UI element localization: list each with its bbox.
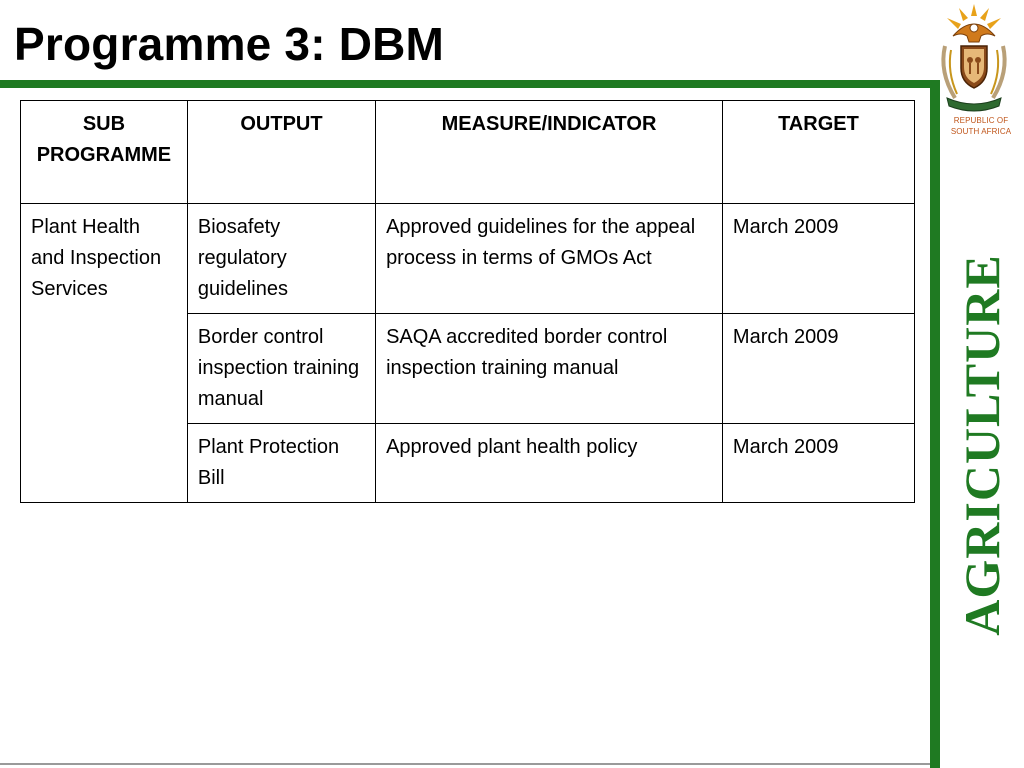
table-header-row (21, 101, 915, 204)
programme-table (20, 100, 915, 503)
bottom-rule (0, 763, 930, 765)
measure-cell: Approved guidelines for the appeal process in terms of GMOs Act (376, 204, 723, 314)
header-subprogramme: SUB PROGRAMME (21, 101, 188, 204)
target-cell: March 2009 (722, 204, 914, 314)
header-target: TARGET (722, 101, 914, 204)
country-label-line-2: SOUTH AFRICA (950, 127, 1012, 136)
country-label-line-1: REPUBLIC OF (953, 116, 1009, 125)
subprogramme-cell: Plant Health and Inspection Services (21, 204, 188, 503)
measure-cell: Approved plant health policy (376, 424, 723, 503)
measure-cell: SAQA accredited border control inspection training manual (376, 314, 723, 424)
header-output: OUTPUT (187, 101, 375, 204)
page-title: Programme 3: DBM (14, 18, 445, 70)
top-green-rule (0, 80, 940, 88)
department-name: AGRICULTURE (954, 254, 1010, 636)
output-cell: Plant Protection Bill (187, 424, 375, 503)
coat-of-arms-icon (935, 2, 1013, 114)
side-green-rule (930, 80, 940, 768)
header-measure: MEASURE/INDICATOR (376, 101, 723, 204)
target-cell: March 2009 (722, 314, 914, 424)
output-cell: Biosafety regulatory guidelines (187, 204, 375, 314)
output-cell: Border control inspection training manual (187, 314, 375, 424)
table-row (21, 204, 915, 314)
country-label (938, 115, 1024, 137)
target-cell: March 2009 (722, 424, 914, 503)
department-banner (940, 215, 1024, 675)
